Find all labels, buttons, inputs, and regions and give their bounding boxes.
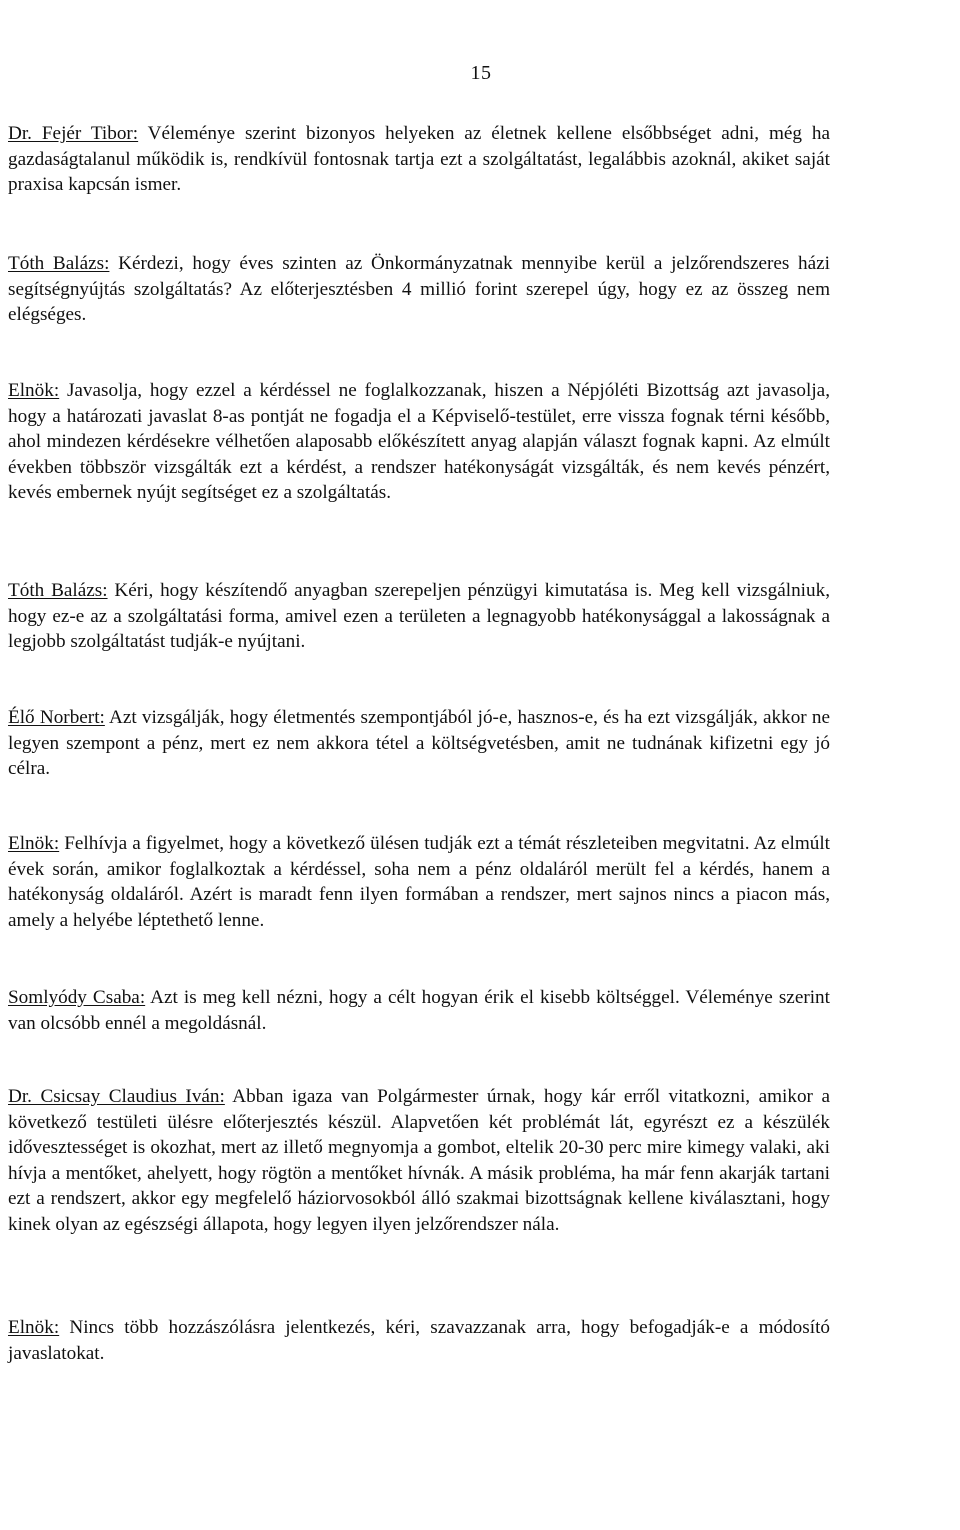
paragraph-text: Véleménye szerint bizonyos helyeken az életnek kellene elsőbbséget adni, még ha gazdaságtalanul működik is, rendkívül fontosnak tartja ezt a szolgáltatást, legalábbis azoknál, akiket saját praxisa kapcsán ismer. [8, 123, 830, 196]
minutes-paragraph [8, 1315, 830, 1366]
speaker-name: Elnök: [8, 833, 60, 854]
page-number [0, 62, 960, 85]
minutes-paragraph [8, 985, 830, 1036]
speaker-name: Dr. Fejér Tibor: [8, 123, 139, 144]
speaker-name: Élő Norbert: [8, 707, 105, 728]
speaker-name: Dr. Csicsay Claudius Iván: [8, 1086, 225, 1107]
speaker-name: Elnök: [8, 380, 60, 401]
paragraph-text: Felhívja a figyelmet, hogy a következő ülésen tudják ezt a témát részleteiben megvitatni. Az elmúlt évek során, amikor foglalkoztak a kérdéssel, soha nem a pénz oldaláról merült fel a kérdés, hanem a hatékonyság oldaláról. Azért is maradt fenn ilyen formában a rendszer, mert sajnos nincs a piacon más, amely a helyébe léptethető lenne. [8, 833, 830, 931]
paragraph-text: Azt vizsgálják, hogy életmentés szempontjából jó-e, hasznos-e, és ha ezt vizsgálják, akkor ne legyen szempont a pénz, mert ez nem akkora tétel a költségvetésben, amit ne tudnának kifizetni egy jó célra. [8, 707, 830, 780]
speaker-name: Tóth Balázs: [8, 580, 108, 601]
minutes-paragraph [8, 121, 830, 198]
minutes-paragraph [8, 251, 830, 328]
speaker-name: Tóth Balázs: [8, 253, 110, 274]
paragraph-text: Abban igaza van Polgármester úrnak, hogy kár erről vitatkozni, amikor a következő testületi ülésre előterjesztés készül. Alapvetően két problémát lát, egyrészt ez a készülék idővesztességet is okozhat, mert az illető megnyomja a gombot, eltelik 20-30 perc mire kimegy valaki, aki hívja a mentőket, ahelyett, hogy rögtön a mentőket hívnák. A másik probléma, ha már fenn akarják tartani ezt a rendszert, akkor egy megfelelő háziorvosokból álló szakmai bizottságnak kellene kiválasztani, hogy kinek olyan az egészségi állapota, hogy legyen ilyen jelzőrendszer nála. [8, 1086, 830, 1235]
paragraph-text: Javasolja, hogy ezzel a kérdéssel ne foglalkozzanak, hiszen a Népjóléti Bizottság azt javasolja, hogy a határozati javaslat 8-as pontját ne fogadja el a Képviselő-testület, erre vissza fognak térni később, ahol mindezen kérdésekre vélhetően alaposabb előkészített anyag alapján választ fognak kapni. Az elmúlt években többször vizsgálták ezt a kérdést, a rendszer hatékonyságát vizsgálták, és nem kevés pénzért, kevés embernek nyújt segítséget ez a szolgáltatás. [8, 380, 830, 504]
speaker-name: Somlyódy Csaba: [8, 987, 146, 1008]
minutes-paragraph [8, 1084, 830, 1238]
page-number-text: 15 [470, 62, 492, 84]
paragraph-text: Azt is meg kell nézni, hogy a célt hogyan érik el kisebb költséggel. Véleménye szerint van olcsóbb ennél a megoldásnál. [8, 987, 830, 1034]
paragraph-text: Kéri, hogy készítendő anyagban szerepeljen pénzügyi kimutatása is. Meg kell vizsgálniuk, hogy ez-e az a szolgáltatási forma, amivel ezen a területen a legnagyobb hatékonysággal a lakosságnak a legjobb szolgáltatást tudják-e nyújtani. [8, 580, 830, 653]
minutes-paragraph [8, 578, 830, 655]
paragraph-text: Nincs több hozzászólásra jelentkezés, kéri, szavazzanak arra, hogy befogadják-e a módosító javaslatokat. [8, 1317, 830, 1364]
paragraph-text: Kérdezi, hogy éves szinten az Önkormányzatnak mennyibe kerül a jelzőrendszeres házi segítségnyújtás szolgáltatás? Az előterjesztésben 4 millió forint szerepel úgy, hogy ez az összeg nem elégséges. [8, 253, 831, 326]
minutes-paragraph [8, 831, 830, 933]
minutes-paragraph [8, 378, 830, 506]
speaker-name: Elnök: [8, 1317, 60, 1338]
minutes-paragraph [8, 705, 830, 782]
